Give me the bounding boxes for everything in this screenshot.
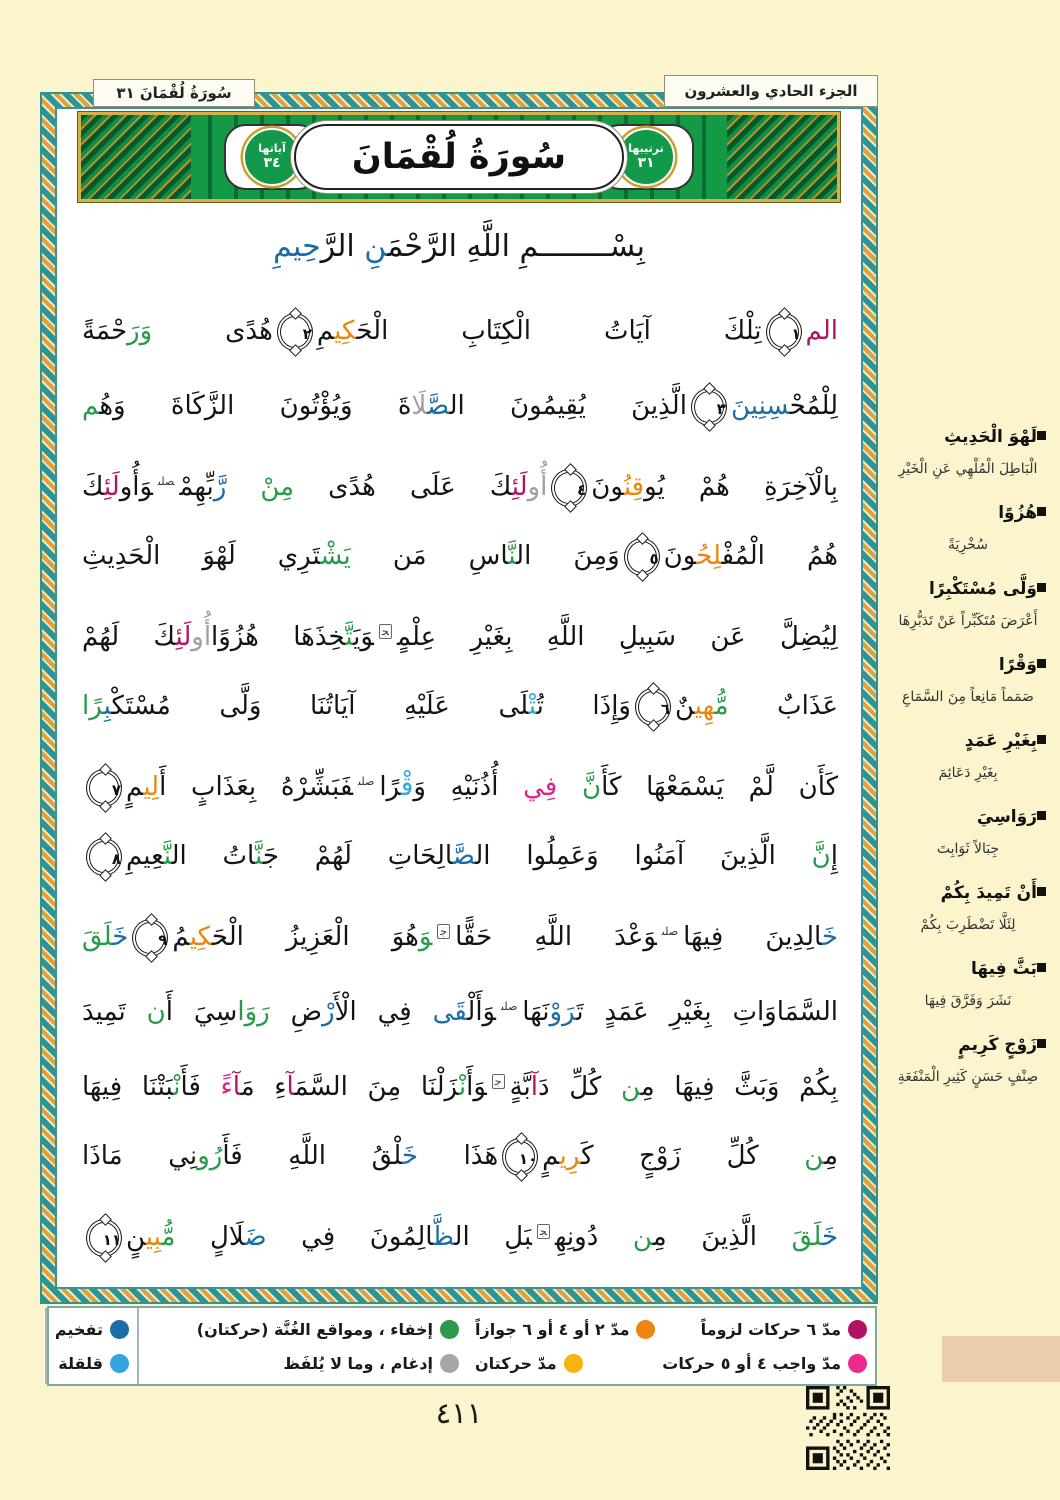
verse-text: كَأَن لَّمْ يَسْمَعْهَا كَأَ (601, 772, 838, 802)
verse-text: خَ‍ (821, 922, 838, 952)
verse-text: أُو (527, 472, 548, 502)
verse-text: ‍عِيمِ (126, 841, 164, 871)
verse-text: ن (146, 997, 166, 1027)
legend-label: مدّ ٦ حركات لزوماً (700, 1319, 841, 1339)
verse-text: ‍آ (232, 1072, 241, 1102)
verse-text: ‍كِي‍ (189, 922, 212, 952)
glossary-definition: سُخْرِيَةً (948, 537, 988, 553)
verse-text: مِنْ (226, 472, 295, 502)
legend-row (475, 1320, 867, 1339)
glossary-definition: نَشَرَ وَفَرَّقَ فِيهَا (924, 993, 1012, 1009)
verse-text: ‍نِ (364, 229, 388, 264)
verse-text: وَإِذَا تُ‍ (536, 691, 631, 721)
legend-tafkheem-cell (45, 1308, 137, 1384)
ayat-label: آياتها (258, 141, 286, 155)
legend-color-dot (848, 1354, 867, 1373)
quran-line (82, 1119, 838, 1194)
legend-item (58, 1354, 129, 1373)
ayah-number-medallion (86, 1219, 122, 1257)
verse-text: ‍الِمُونَ فِي (266, 1222, 434, 1252)
ayah-number-medallion (86, 838, 122, 876)
verse-text: هُدًى (152, 316, 273, 346)
verse-text: الرَّ (320, 229, 365, 264)
quran-line (82, 369, 838, 444)
legend-color-dot (636, 1320, 655, 1339)
ayah-number: ٩ (158, 930, 168, 949)
verse-text: ‍زَلْنَا مِنَ السَّمَ‍ (294, 1072, 459, 1102)
band-arabesque-right (727, 115, 837, 199)
verse-text: بِّهِمْ (179, 472, 214, 502)
ayah-number-medallion (691, 388, 727, 426)
verse-text: نْ‍ (458, 1072, 467, 1102)
verse-text: نْ‍ (173, 1072, 181, 1102)
legend-color-dot (848, 1320, 867, 1339)
verse-text: ءِ مَ‍ (240, 1072, 287, 1102)
ayah-number: ٨ (111, 849, 121, 868)
verse-text: ‍مٍ (542, 1141, 560, 1171)
square-bullet-icon (1037, 811, 1046, 820)
square-bullet-icon (1037, 1039, 1046, 1048)
ayah-number: ٦ (660, 699, 670, 718)
glossary-term-text: وَقْرًا (998, 655, 1037, 675)
legend-item (662, 1354, 867, 1373)
verse-text: ‍لَقَ (82, 922, 113, 952)
verse-text: كُلِّ زَوْجٍ كَ‍ (581, 1141, 805, 1171)
glossary-term (884, 420, 1052, 454)
glossary-definition: جِبَالاً ثَوَابِتَ (936, 841, 1000, 857)
verse-text: فَبَشِّرْهُ بِعَذَابٍ أَ (159, 772, 354, 802)
verse-text: ‍قَى (432, 997, 468, 1027)
quran-line (82, 294, 838, 369)
verse-text: ‍الِدِينَ فِيهَا (683, 922, 822, 952)
glossary-note (884, 572, 1052, 636)
ayah-number-medallion (766, 313, 802, 351)
verse-text: مُّ‍ (714, 691, 729, 721)
legend-row (55, 1354, 129, 1373)
verse-text: ‍رًا (379, 772, 401, 802)
margin-color-swatch (942, 1336, 1060, 1382)
verse-text: الَّذِينَ آمَنُوا وَعَمِلُوا ال‍ (475, 841, 812, 871)
verse-text: ‍كَ (82, 472, 104, 502)
verse-text: ‍مٍ (126, 772, 144, 802)
verse-text: ‍تَّ‍ (345, 622, 354, 652)
legend-label: إخفاء ، ومواقع الغُنَّة (حركتان) (196, 1319, 433, 1339)
verse-text: ‍نٌ (674, 691, 695, 721)
verse-text: ‍لَالٍ (175, 1222, 245, 1252)
square-bullet-icon (1037, 735, 1046, 744)
quran-line (82, 594, 838, 669)
legend-item (197, 1320, 459, 1339)
verse-text: أُذُنَيْهِ وَ (413, 772, 524, 802)
legend-ghunnah-cell (137, 1308, 467, 1384)
verse-text: رْ (322, 997, 335, 1027)
square-bullet-icon (1037, 507, 1046, 516)
legend-label: مدّ ٢ أو ٤ أو ٦ جوازاً (475, 1319, 630, 1339)
verse-text: ‍نٍ (126, 1222, 146, 1252)
surah-title: سُورَةُ لُقْمَانَ (351, 137, 567, 177)
verse-text: بِالْآخِرَةِ هُمْ يُو (644, 472, 838, 502)
glossary-term-text: بَثَّ فِيهَا (971, 959, 1037, 979)
verse-text: بِكُمْ وَبَثَّ فِيهَا مِ‍ (640, 1072, 838, 1102)
verse-text: ‍نَّ‍ (508, 541, 517, 571)
glossary-definition: صِنْفٍ حَسَنٍ كَثِيرِ الْمَنْفَعَةِ (897, 1069, 1039, 1085)
verse-text: ‍لِحُ‍ (696, 541, 722, 571)
verse-text: آ (530, 1072, 538, 1102)
verse-text: ‍م (82, 391, 100, 421)
glossary-note (884, 876, 1052, 940)
verse-text: إِ (830, 841, 838, 871)
verse-text: نَّ (811, 841, 831, 871)
verse-text: نَّ (581, 772, 602, 802)
ayah-number-medallion (277, 313, 313, 351)
surah-title-cartouche (294, 124, 624, 190)
glossary-note (884, 420, 1052, 484)
ayat-count-medallion (243, 128, 301, 186)
verse-text: ‍خِذَهَا هُزُوًا (211, 622, 346, 652)
legend-item (283, 1354, 459, 1373)
verse-text (557, 772, 582, 802)
verse-text: ‍بِ‍ (103, 691, 112, 721)
tajweed-legend (47, 1306, 877, 1386)
glossary-term-text: لَهْوَ الْحَدِيثِ (944, 427, 1037, 447)
quran-line (82, 669, 838, 744)
waqf-mark: ج (379, 624, 392, 639)
legend-color-dot (440, 1354, 459, 1373)
verse-text: ‍مُ (172, 922, 190, 952)
legend-row (147, 1320, 459, 1339)
quran-line (82, 894, 838, 969)
glossary-definition: الْبَاطِلَ الْمُلْهِي عَنِ الْخَيْرِ (898, 461, 1038, 477)
verse-text: ضِ (269, 997, 323, 1027)
verse-text: سِيَ أَ (165, 997, 238, 1027)
verse-text: لَئِ‍ (175, 622, 192, 652)
verse-text: بِسْــــــــمِ اللَّهِ الرَّحْمَ‍ (387, 229, 645, 264)
legend-color-dot (110, 1354, 129, 1373)
verse-text: كُلِّ دَ (538, 1072, 621, 1102)
ayah-number-medallion (86, 769, 122, 807)
ayah-number: ١١ (102, 1230, 121, 1249)
verse-text: بَّةٍ (509, 1072, 531, 1102)
glossary-term-text: وَلَّى مُسْتَكْبِرًا (928, 579, 1037, 599)
verse-text: ‍الِحَاتِ لَهُمْ جَ‍ (262, 841, 453, 871)
glossary-term-text: زَوْجٍ كَرِيمٍ (958, 1035, 1037, 1055)
verse-text: وَرَ (127, 316, 153, 346)
surah-order-medallion (617, 128, 675, 186)
verse-text: وَأُو (119, 472, 153, 502)
square-bullet-icon (1037, 431, 1046, 440)
waqf-mark: ج (492, 1074, 505, 1089)
verse-text: هَذَا (417, 1141, 499, 1171)
verse-text: ‍كِي‍ (334, 316, 357, 346)
surah-tab-label: سُورَةُ لُقْمَانَ ٣١ (116, 84, 232, 102)
verse-text: ‍ن (632, 1222, 653, 1252)
ayah-number: ١ (791, 324, 801, 343)
verse-text: ‍نَّ‍ (254, 841, 263, 871)
glossary-note (884, 724, 1052, 788)
verse-text: ‍صَّ‍ (427, 391, 450, 421)
square-bullet-icon (1037, 887, 1046, 896)
verse-text: ‍ونَ (591, 472, 624, 502)
glossary-note (884, 1028, 1052, 1092)
glossary-term (884, 1028, 1052, 1062)
ayah-number: ٢ (302, 324, 312, 343)
juz-tab (664, 75, 878, 107)
ayah-number: ١٠ (518, 1149, 538, 1168)
verse-text: رُو (197, 1141, 223, 1171)
legend-item (701, 1320, 867, 1339)
waqf-mark: صلى (358, 775, 375, 788)
verse-text: لِلْمُحْ‍ (789, 391, 838, 421)
verse-text: هُوَ الْعَزِيزُ الْحَ‍ (211, 922, 419, 952)
verse-text: ‍لَا (411, 391, 428, 421)
verse-text: ‍نَّ‍ (163, 841, 172, 871)
glossary-term-text: رَوَاسِيَ (976, 807, 1037, 827)
verse-text: ‍ظَّ‍ (433, 1222, 455, 1252)
surah-header-band (78, 112, 840, 202)
verse-text: ‍كَ لَهُمْ (82, 622, 176, 652)
glossary-definition: صَمَماً مَانِعاً مِنَ السَّمَاعِ (902, 689, 1034, 705)
margin-glossary (884, 420, 1052, 1104)
verse-text: نَهَا (522, 997, 550, 1027)
verse-text: فَأَ (180, 1072, 221, 1102)
waqf-mark: صلى (157, 475, 175, 488)
glossary-definition: لِئَلَّا تَضْطَرِبَ بِكُمْ (920, 917, 1016, 933)
glossary-note (884, 800, 1052, 864)
glossary-term (884, 876, 1052, 910)
verse-text: ‍رِي‍ (559, 1141, 582, 1171)
ayah-number-medallion (635, 688, 671, 726)
glossary-note (884, 496, 1052, 560)
verse-text: قِنُ‍ (623, 472, 645, 502)
quran-line (82, 519, 838, 594)
verse-text: ‍اسِ مَن (350, 541, 509, 571)
verse-text: نِي مَاذَا (82, 1141, 198, 1171)
legend-madd-cell (467, 1308, 875, 1384)
verse-text: وَيَ‍ (353, 622, 374, 652)
verse-text: خَ‍ (821, 1222, 838, 1252)
waqf-mark: صلى (500, 1000, 518, 1013)
ayah-number: ٥ (649, 549, 659, 568)
verse-text: دُونِهِ (554, 1222, 633, 1252)
verse-text: مِ‍ (824, 1141, 838, 1171)
verse-text: حْمَةً (82, 316, 128, 346)
verse-text: هُمُ الْمُفْ‍ (721, 541, 838, 571)
verse-text: لَئِ‍ (511, 472, 528, 502)
verse-text: ‍سِنِينَ (730, 391, 790, 421)
verse-text: عَذَابٌ (728, 691, 838, 721)
verse-text: ‍بَتْنَا فِيهَا (82, 1072, 174, 1102)
ayat-value: ٣٤ (263, 155, 281, 172)
legend-item (55, 1320, 129, 1339)
glossary-term (884, 724, 1052, 758)
glossary-term (884, 648, 1052, 682)
verse-text: خَ‍ (112, 922, 129, 952)
quran-line (82, 969, 838, 1044)
order-label: ترتيبها (628, 141, 664, 155)
square-bullet-icon (1037, 659, 1046, 668)
verse-text: ‍لْقُ اللَّهِ فَأَ (222, 1141, 402, 1171)
verse-text: لَئِ‍ (103, 472, 120, 502)
verse-text: أُو (191, 622, 212, 652)
qr-code (806, 1386, 890, 1470)
verse-text: وَ (418, 922, 433, 952)
verse-text: وَعْدَ اللَّهِ حَقًّا (455, 922, 657, 952)
legend-label: تفخيم (54, 1319, 103, 1339)
verse-text: وَمِنَ ال‍ (516, 541, 620, 571)
legend-item (475, 1320, 655, 1339)
ayah-number-medallion (502, 1138, 538, 1176)
verse-text: لِيُضِلَّ عَن سَبِيلِ اللَّهِ بِغَيْرِ عِلْمٍ (396, 622, 838, 652)
verse-text: ‍مِ (316, 316, 335, 346)
square-bullet-icon (1037, 583, 1046, 592)
verse-text: ‍آ (286, 1072, 295, 1102)
glossary-term-text: بِغَيْرِ عَمَدٍ (964, 731, 1037, 751)
waqf-mark: ج (537, 1224, 550, 1239)
verse-text: ‍اتُ ال‍ (171, 841, 255, 871)
verse-text: بَلِ ال‍ (454, 1222, 532, 1252)
verse-text: ‍هِي‍ (694, 691, 715, 721)
verse-text: ‍ونَ (663, 541, 697, 571)
legend-color-dot (564, 1354, 583, 1373)
order-value: ٣١ (637, 155, 655, 172)
ayah-number-medallion (624, 538, 660, 576)
legend-row (147, 1354, 459, 1373)
verse-text: الم (805, 316, 838, 346)
band-arabesque-left (81, 115, 191, 199)
verse-text: ‍تَرِي لَهْوَ الْحَدِيثِ (82, 541, 321, 571)
waqf-mark: صلى (661, 925, 679, 938)
legend-label: مدّ واجب ٤ أو ٥ حركات (662, 1353, 841, 1373)
verse-text: ةَ وَيُؤْتُونَ الزَّكَاةَ وَهُ‍ (99, 391, 412, 421)
quran-line (82, 444, 838, 519)
verse-text: ‍رَوْ (549, 997, 577, 1027)
legend-color-dot (440, 1320, 459, 1339)
legend-row (55, 1320, 129, 1339)
verse-text: ‍لَقَ (791, 1222, 822, 1252)
verse-text: ‍ن (620, 1072, 641, 1102)
verse-text: السَّمَاوَاتِ بِغَيْرِ عَمَدٍ تَ‍ (576, 997, 838, 1027)
page-number: ٤١١ (435, 1396, 483, 1430)
legend-color-dot (110, 1320, 129, 1339)
glossary-term-text: هُزُوًا (998, 503, 1037, 523)
glossary-term (884, 800, 1052, 834)
juz-tab-label: الجزء الحادي والعشرون (684, 82, 858, 100)
ayah-number-medallion (132, 919, 168, 957)
glossary-term (884, 496, 1052, 530)
verse-text: وَأَلْ‍ (467, 997, 496, 1027)
verse-text: فِي (523, 772, 558, 802)
verse-text: ‍ن (804, 1141, 825, 1171)
glossary-term (884, 572, 1052, 606)
ayah-number-medallion (551, 469, 587, 507)
quran-line (82, 1044, 838, 1119)
verse-text: ‍رًا (82, 691, 104, 721)
legend-label: إدغام ، وما لا يُلفَظ (283, 1353, 433, 1373)
verse-text: وَأَ (466, 1072, 487, 1102)
verse-text: ‍صَّ‍ (452, 841, 476, 871)
quran-line (82, 819, 838, 894)
surah-name-tab (93, 79, 255, 107)
legend-item (475, 1354, 583, 1373)
verse-text: لِي‍ (143, 772, 160, 802)
verse-text: مُّ‍ (161, 1222, 176, 1252)
verse-text: حِيمِ (273, 229, 321, 264)
verse-text: ‍بِي‍ (145, 1222, 162, 1252)
verse-text: يَشْ‍ (320, 541, 351, 571)
glossary-term (884, 952, 1052, 986)
verse-text: ضَ‍ (244, 1222, 267, 1252)
verse-text: رَّ (213, 472, 227, 502)
verse-text: تِلْكَ آيَاتُ الْكِتَابِ الْحَ‍ (356, 316, 762, 346)
glossary-note (884, 648, 1052, 712)
glossary-note (884, 952, 1052, 1016)
glossary-term-text: أَنْ تَمِيدَ بِكُمْ (940, 883, 1037, 903)
quran-line (82, 1194, 838, 1269)
verse-text: ءً (220, 1072, 233, 1102)
glossary-definition: بِغَيْرِ دَعَائِمَ (938, 765, 998, 781)
verse-text: ‍كَ عَلَى هُدًى (294, 472, 512, 502)
quran-text-lines (82, 294, 838, 1269)
legend-row (475, 1354, 867, 1373)
verse-text: الَّذِينَ يُقِيمُونَ ال‍ (449, 391, 687, 421)
verse-text: تَمِيدَ (82, 997, 147, 1027)
verse-text: ‍تْ‍ (528, 691, 537, 721)
ayah-number: ٧ (111, 780, 121, 799)
ayah-number: ٤ (577, 480, 587, 499)
verse-text: فِي الْأَ (334, 997, 433, 1027)
verse-text: الَّذِينَ مِ‍ (652, 1222, 792, 1252)
verse-text: رَوَا (237, 997, 270, 1027)
verse-text: خَ‍ (401, 1141, 418, 1171)
glossary-definition: أَعْرَضَ مُتَكَبِّراً عَنْ تَدَبُّرِهَا (898, 613, 1038, 629)
verse-text: قْ‍ (400, 772, 414, 802)
square-bullet-icon (1037, 963, 1046, 972)
legend-label: قلقلة (58, 1353, 103, 1373)
quran-line (82, 744, 838, 819)
basmala (80, 206, 838, 288)
ayah-number: ٣ (716, 399, 726, 418)
legend-label: مدّ حركتان (475, 1353, 557, 1373)
verse-text: ‍لَى عَلَيْهِ آيَاتُنَا وَلَّى مُسْتَكْ‍ (111, 691, 529, 721)
waqf-mark: ج (437, 924, 450, 939)
